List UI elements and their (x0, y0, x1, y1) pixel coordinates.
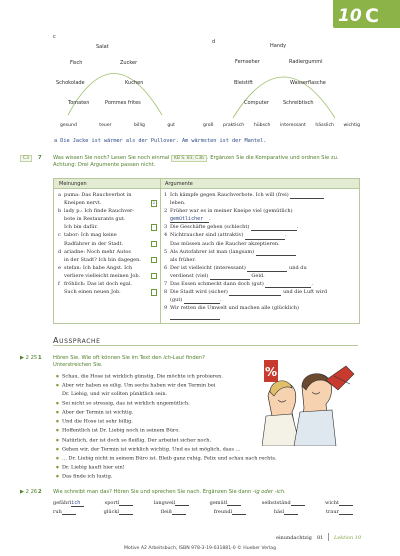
track-number: 2 26 (25, 489, 38, 495)
exc-scale-word: gut (167, 123, 175, 128)
item-text: Geld. (251, 272, 265, 279)
answer-box[interactable]: 2 (152, 200, 156, 206)
list-item: 4 Nichtraucher sind (attraktiv) . (164, 232, 287, 239)
answer-line[interactable] (119, 509, 133, 515)
track-number: 2 25 (25, 355, 38, 361)
dialogue-line: ● Sei nicht so stressig, das ist wirklich ungemütlich. (56, 399, 318, 408)
answer-line[interactable] (227, 500, 241, 506)
item-letter: f (58, 281, 60, 288)
list-item (58, 280, 158, 288)
list-item (58, 256, 158, 264)
item-text: Der ist vielleicht (interessant) (170, 264, 246, 271)
exc-scale-word: billig (133, 123, 145, 128)
dialogue-line: ● Aber der Termin ist wichtig. (56, 408, 318, 417)
exc-left-1: Fisch (70, 60, 83, 66)
section-letter: C (365, 5, 379, 27)
item-text: Nichtraucher sind (attraktiv) (170, 232, 244, 239)
item-letter: c (58, 232, 61, 239)
exd-left-2: Bleistift (234, 80, 253, 86)
item-number: 7 (164, 281, 168, 288)
list-item (58, 207, 158, 215)
dialogue-line: ● Dr. Liebig kauft hier ein! (56, 463, 318, 472)
gap-word: traur (326, 509, 353, 515)
argumente-list (164, 191, 356, 312)
list-item (58, 215, 158, 223)
answer-line[interactable] (175, 500, 189, 506)
exercise-instruction (53, 355, 205, 362)
list-item (58, 199, 158, 207)
kb-reference: KB S. 83, C3b (171, 155, 207, 162)
answer-line[interactable] (291, 500, 305, 506)
gap-word: wicht (325, 500, 353, 506)
item-letter: d (58, 248, 62, 255)
dialogue-line: ● Gehen wir, der Termin ist wirklich wichtig. Und es ist möglich, dass … (56, 445, 318, 454)
answer-box[interactable] (151, 289, 158, 296)
list-item: gemütlicher . (170, 216, 211, 223)
dialogue-line: ● Und die Hose ist sehr billig. (56, 417, 318, 426)
list-item (164, 288, 356, 296)
chapter-number: 10 (338, 6, 362, 26)
list-item (58, 272, 158, 280)
item-text: Kneipen nervt. (64, 200, 102, 207)
item-text: Wir retten die Umwelt und machen alle (glücklich) (170, 305, 299, 312)
word-row-1 (53, 500, 353, 506)
section-heading: Aussprache (53, 336, 101, 345)
list-item (164, 304, 356, 312)
list-item: 3 Die Geschäfte gehen (schlecht) . (164, 224, 299, 231)
gap-word: gefährlich (53, 500, 84, 506)
item-text: Such einen neuen Job. (64, 289, 121, 296)
gap-word: gemütl (210, 500, 242, 506)
answer-box[interactable] (151, 241, 158, 248)
instruction-text-2: finden? (185, 355, 205, 361)
list-item (58, 223, 158, 231)
exd-scale-word: wichtig (343, 123, 360, 128)
item-number: 6 (164, 264, 168, 271)
gap-word: langweil (154, 500, 189, 506)
col-header-argumente: Argumente (165, 180, 193, 187)
item-text: Radfahrer in der Stadt. (64, 240, 124, 247)
item-text: lady p.: Ich finde Rauchver- (64, 208, 135, 215)
table-header (54, 179, 359, 189)
item-text: Ich bin dafür. (64, 224, 98, 231)
answer-line[interactable] (229, 290, 281, 296)
exd-right-2: Wasserflasche (290, 80, 326, 86)
svg-text:%: % (264, 365, 278, 379)
col-header-meinungen: Meinungen (59, 180, 87, 187)
gap-word: selbstständ (262, 500, 305, 506)
exc-right-3: Pommes frites (105, 100, 141, 106)
footer-page-word: einundachtzig (276, 535, 312, 541)
list-item (164, 264, 356, 272)
item-text: verdienst (viel) (170, 272, 209, 279)
item-text: bote in Restaurants gut. (64, 216, 126, 223)
item-text: Als Autofahrer ist man (langsam) (170, 248, 255, 255)
dialogue-line: Dr. Liebig, und wir sollten pünktlich sein. (62, 391, 168, 398)
gap-word: sportl (105, 500, 134, 506)
word-row-2 (53, 509, 353, 515)
instruction-text: Was wissen Sie noch? Lesen Sie noch einmal (53, 155, 170, 161)
exd-label: d (212, 39, 216, 45)
list-item (58, 191, 158, 199)
gap-word: fleiß (161, 509, 186, 515)
answer-line[interactable] (339, 509, 353, 515)
instruction-emphasis: ich-Laut (163, 355, 185, 361)
item-text: als früher. (170, 256, 196, 263)
exercise-number: 1 (38, 355, 42, 361)
exd-right-1: Radiergummi (289, 59, 323, 65)
exercise-note: Achtung: Drei Argumente passen nicht. (53, 162, 156, 168)
exd-scale-word: hübsch (253, 123, 271, 128)
answer-line[interactable] (339, 500, 353, 506)
item-text: in der Stadt? Ich bin dagegen. (64, 256, 141, 263)
exercise-instruction (53, 489, 286, 496)
exercise-number: 2 (38, 489, 42, 495)
meinungen-list (58, 191, 158, 296)
list-item (164, 256, 356, 264)
item-text: Das müssen auch die Raucher akzeptieren. (170, 240, 280, 247)
play-icon: ▶ (20, 489, 24, 495)
list-item (58, 231, 158, 239)
item-text: leben. (170, 200, 186, 207)
exc-center: Salat (96, 44, 109, 50)
item-text: stefan: Ich habe Angst. Ich (64, 264, 133, 271)
list-item (164, 248, 356, 256)
dialogue-line: ● Schau, die Hose ist wirklich günstig. Die möchte ich probieren. (56, 372, 318, 381)
item-letter: a (58, 192, 61, 198)
list-item (164, 199, 356, 207)
play-icon: ▶ (20, 355, 24, 361)
exd-scale-word: groß (203, 123, 214, 128)
exc-scale-word: gesund (60, 123, 77, 128)
exc-scale (60, 123, 175, 128)
instruction-text: Hören Sie. Wie oft können Sie im Text den (53, 355, 162, 361)
footer-lesson: Lektion 10 (334, 535, 362, 541)
exc-label: c (53, 34, 56, 40)
item-number: 4 (164, 232, 168, 239)
dialogue-line: ● Das finde ich lustig. (56, 472, 318, 481)
gap-word: häsl (274, 509, 298, 515)
item-letter: e (58, 264, 61, 271)
heading-divider (53, 345, 358, 346)
answer-box[interactable] (151, 273, 158, 280)
item-number: 1 (164, 192, 168, 198)
dialogue-line: ● … Dr. Liebig nicht in seinem Büro ist. Bleib ganz ruhig, Felix und schau nach rechts. (56, 454, 318, 463)
item-number: 2 (164, 208, 168, 215)
item-text: Früher war es in meiner Kneipe viel (gemütlich) (170, 208, 293, 215)
list-item (164, 272, 356, 280)
column-divider (160, 179, 161, 323)
list-item (164, 191, 356, 199)
instruction-text: Wie schreibt man das? Hören Sie und sprechen Sie nach. Ergänzen Sie dann (53, 489, 252, 495)
exc-right-1: Zucker (120, 60, 138, 66)
item-number: 9 (164, 305, 168, 312)
item-text: Ich kämpfe gegen Rauchverbote. Ich will (frei) (170, 192, 289, 198)
exd-left-3: Computer (244, 100, 269, 106)
exd-left-1: Fernseher (235, 59, 260, 65)
list-item (58, 288, 158, 296)
item-text: tabor: Ich mag keine (64, 232, 117, 239)
handwritten-answer[interactable]: ich (71, 500, 84, 507)
exercise-tag: C3 (20, 155, 32, 162)
list-item: (gut) . (170, 297, 222, 304)
answer-line[interactable] (172, 509, 186, 515)
item-text: und du (289, 264, 307, 271)
exc-left-3: Tomaten (68, 100, 90, 106)
list-item (164, 207, 356, 215)
footer-separator (328, 533, 329, 541)
handwritten-answer: gemütlicher (170, 216, 209, 223)
item-text: Die Geschäfte gehen (schlecht) (170, 224, 250, 231)
list-item (58, 248, 158, 256)
item-text: Die Stadt wird (sicher) (170, 289, 228, 296)
answer-box[interactable] (151, 257, 158, 264)
exercise-instruction-2: Unterstreichen Sie. (53, 362, 103, 368)
list-item: 7 Das Essen schmeckt dann doch (gut) . (164, 281, 313, 288)
answer-box[interactable] (151, 224, 158, 231)
exd-right-3: Schreibtisch (283, 100, 314, 106)
item-number: 3 (164, 224, 168, 231)
footer-page-number: 81 (317, 535, 324, 541)
gap-word: glückl (104, 509, 133, 515)
answer-line[interactable] (232, 509, 246, 515)
answer-line[interactable] (256, 250, 296, 256)
list-item (164, 240, 356, 248)
item-text: ariadne: Noch mehr Autos (64, 248, 131, 255)
audio-track[interactable] (20, 355, 37, 362)
item-letter: b (58, 208, 62, 215)
list-item (58, 264, 158, 272)
item-text: und die Luft wird (283, 289, 328, 296)
exc-left-2: Schokolade (56, 80, 85, 86)
item-text: fröhlich: Das ist doch egal. (64, 281, 133, 288)
item-number: 8 (164, 289, 168, 296)
item-number: 5 (164, 248, 168, 255)
item-text: (gut) (170, 297, 183, 304)
item-text: Das Essen schmeckt dann doch (gut) (170, 281, 264, 288)
audio-track[interactable] (20, 489, 37, 496)
dialogue-line: ● Aber wir haben es eilig. Um sechs haben wir den Termin bei (56, 381, 318, 390)
argument-table (53, 178, 360, 324)
answer-line[interactable] (245, 234, 285, 240)
exd-center: Handy (270, 43, 287, 49)
answer-line[interactable] (290, 193, 324, 199)
item-text: puma: Das Rauchverbot in (64, 192, 132, 198)
illustration-image (262, 356, 358, 446)
answer-line[interactable] (62, 509, 76, 515)
exc-scale-word: teuer (99, 123, 112, 128)
dialogue-line: ● Hoffentlich ist Dr. Liebig noch in seinem Büro. (56, 426, 318, 435)
gap-word: freundl (214, 509, 246, 515)
item-text: verliere vielleicht meinen Job. (64, 272, 141, 279)
list-item (58, 240, 158, 248)
exd-scale-word: interessant (280, 123, 306, 128)
exercise-number: 7 (38, 155, 42, 161)
answer-line[interactable] (284, 509, 298, 515)
answer-line[interactable] (170, 319, 220, 320)
exd-scale-word: hässlich (315, 123, 334, 128)
exc-right-2: Kuchen (125, 80, 144, 86)
gap-word: ruh (53, 509, 76, 515)
footer-credit: Motive A2 Arbeitsbuch, ISBN 978-3-19-031881-0 © Hueber Verlag (123, 546, 277, 551)
answer-line[interactable] (119, 500, 133, 506)
instruction-emphasis: -ig oder -ich. (253, 489, 286, 495)
exd-scale (203, 123, 360, 128)
dialogue-line: ● Natürlich, der ist doch so fleißig. Der arbeitet sicher noch. (56, 436, 318, 445)
example-sentence: a Die Jacke ist wärmer als der Pullover. Am wärmsten ist der Mantel. (54, 138, 267, 144)
instruction-text-2: . Ergänzen Sie die Komparative und ordnen Sie zu. (206, 155, 339, 161)
exd-scale-word: praktisch (223, 123, 245, 128)
